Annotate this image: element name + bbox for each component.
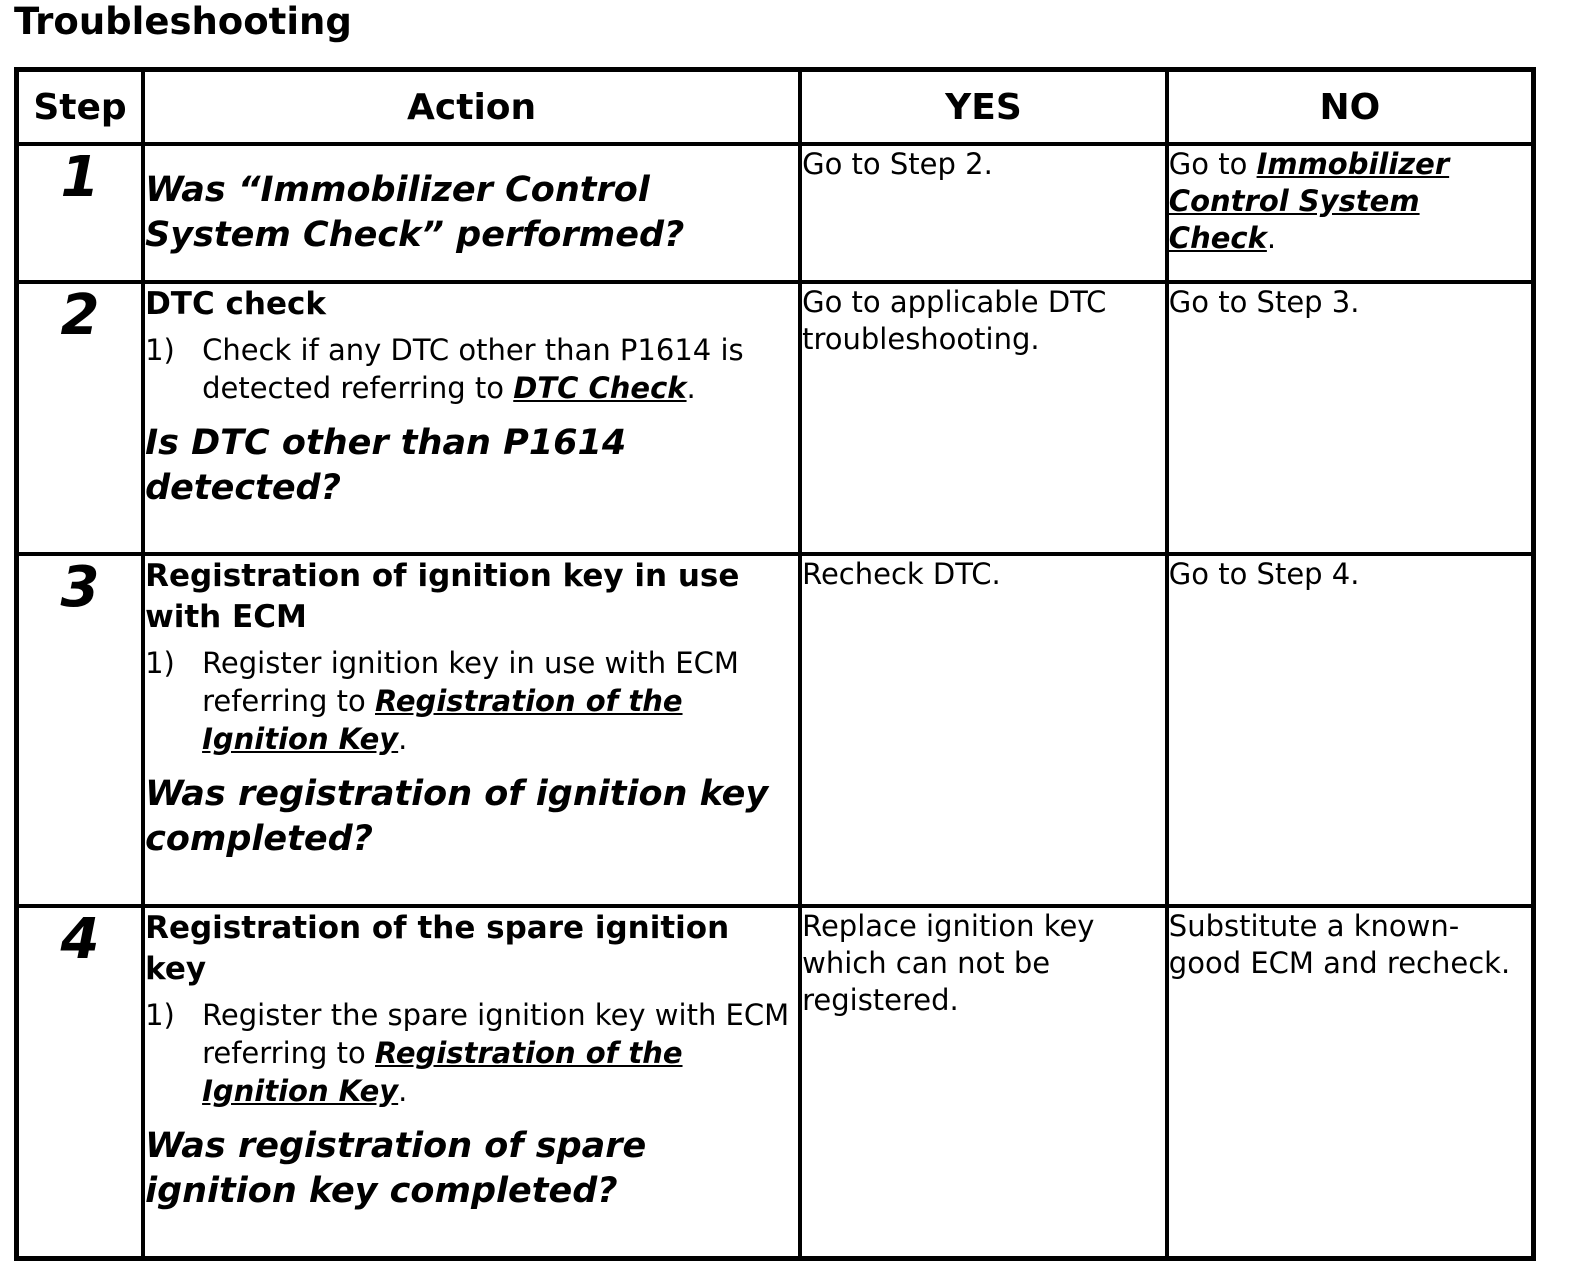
substep-text: Check if any DTC other than P1614 is detected referring to [202, 333, 744, 405]
substep-number: 1) [145, 333, 175, 367]
page-title: Troubleshooting [14, 0, 352, 43]
table-row [17, 282, 1534, 554]
substep-text: Register ignition key in use with ECM referring to [202, 646, 739, 718]
yes-cell: Go to Step 2. [800, 144, 1167, 282]
table-row [17, 144, 1534, 282]
substep-number: 1) [145, 998, 175, 1032]
action-cell [143, 554, 800, 906]
troubleshooting-table [14, 67, 1536, 1261]
action-cell [143, 144, 800, 282]
substep-suffix: . [398, 1074, 408, 1108]
action-cell [143, 282, 800, 554]
list-item [145, 996, 798, 1110]
no-cell: Substitute a known-good ECM and recheck. [1167, 906, 1534, 1259]
yes-cell: Recheck DTC. [800, 554, 1167, 906]
step-number: 4 [17, 906, 144, 1259]
no-suffix: . [1266, 221, 1277, 255]
no-cell: Go to Step 4. [1167, 554, 1534, 906]
link-immobilizer-control-system-check[interactable]: Immobilizer Control System Check [1168, 147, 1450, 255]
step-number: 3 [17, 554, 144, 906]
step-number: 1 [17, 144, 144, 282]
action-title: Registration of ignition key in use with ECM [145, 558, 740, 635]
action-substeps [145, 996, 798, 1110]
substep-number: 1) [145, 646, 175, 680]
action-substeps [145, 644, 798, 758]
action-question: Was “Immobilizer Control System Check” performed? [145, 170, 685, 255]
no-text: Go to [1168, 147, 1257, 181]
link-registration-of-ignition-key[interactable]: Registration of the Ignition Key [202, 684, 683, 756]
table-row [17, 554, 1534, 906]
no-cell [1167, 144, 1534, 282]
no-cell: Go to Step 3. [1167, 282, 1534, 554]
link-registration-of-ignition-key[interactable]: Registration of the Ignition Key [202, 1036, 683, 1108]
header-action: Action [143, 70, 800, 145]
action-question: Is DTC other than P1614 detected? [145, 423, 627, 508]
action-cell [143, 906, 800, 1259]
link-dtc-check[interactable]: DTC Check [513, 371, 687, 405]
substep-suffix: . [686, 371, 696, 405]
action-question: Was registration of ignition key completed? [145, 774, 769, 859]
header-yes: YES [800, 70, 1167, 145]
header-step: Step [17, 70, 144, 145]
step-number: 2 [17, 282, 144, 554]
action-substeps [145, 331, 798, 407]
table-header-row [17, 70, 1534, 145]
header-no: NO [1167, 70, 1534, 145]
substep-suffix: . [398, 722, 408, 756]
list-item [145, 644, 798, 758]
list-item [145, 331, 798, 407]
yes-cell: Go to applicable DTC troubleshooting. [800, 282, 1167, 554]
substep-text: Register the spare ignition key with ECM referring to [202, 998, 790, 1070]
table-row [17, 906, 1534, 1259]
action-title: DTC check [145, 286, 326, 322]
action-question: Was registration of spare ignition key completed? [145, 1126, 647, 1211]
yes-cell: Replace ignition key which can not be registered. [800, 906, 1167, 1259]
action-title: Registration of the spare ignition key [145, 910, 730, 987]
